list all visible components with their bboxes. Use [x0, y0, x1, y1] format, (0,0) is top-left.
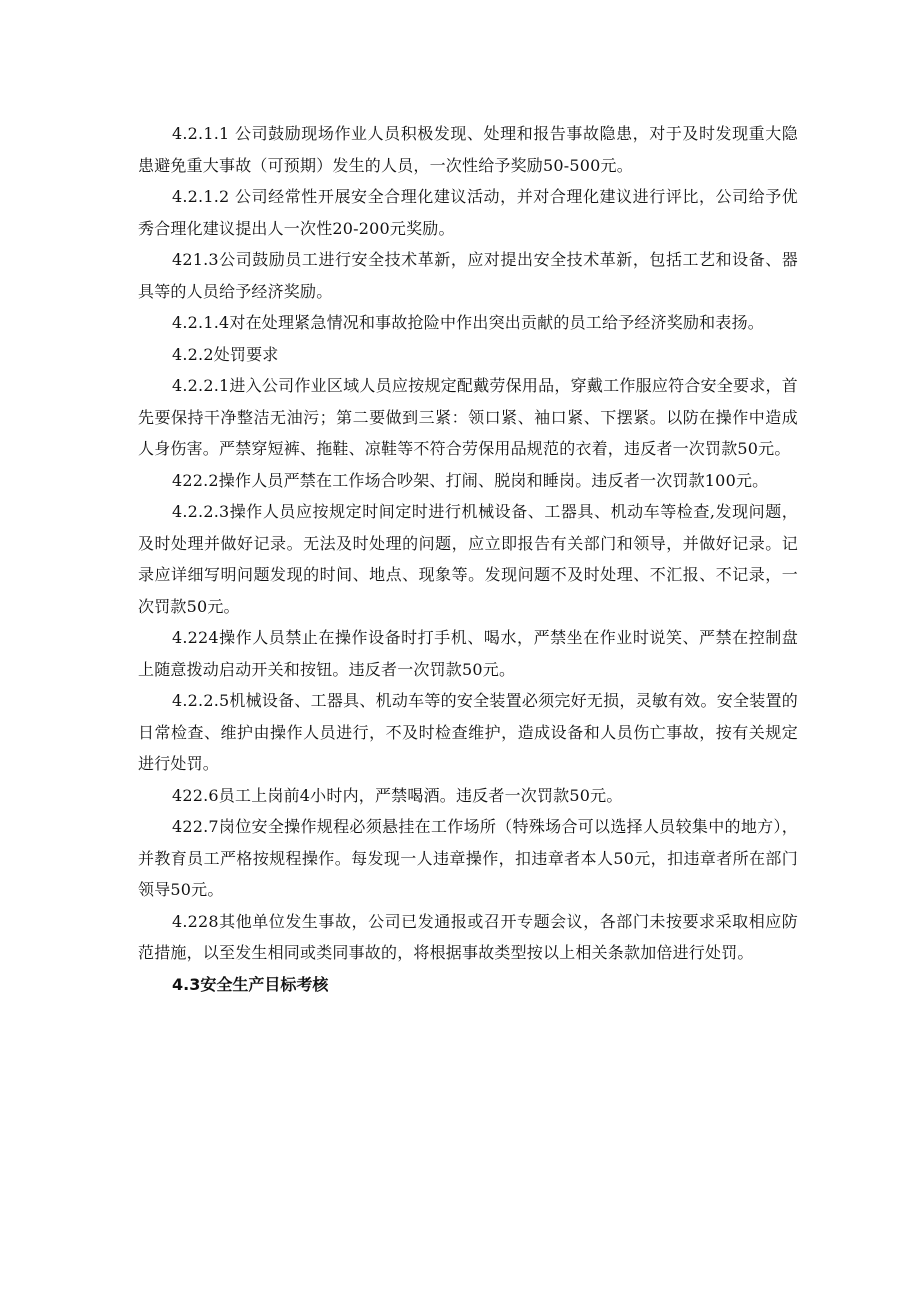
paragraph-4-2-2-4: 4.224操作人员禁止在操作设备时打手机、喝水，严禁坐在作业时说笑、严禁在控制盘上随意拨动启动开关和按钮。违反者一次罚款50元。 [138, 628, 798, 679]
document-page [138, 118, 798, 1000]
paragraph-4-2-2-5: 4.2.2.5机械设备、工器具、机动车等的安全装置必须完好无损，灵敏有效。安全装置的日常检查、维护由操作人员进行，不及时检查维护，造成设备和人员伤亡事故，按有关规定进行处罚。 [138, 691, 798, 773]
paragraph-4-2-2-8: 4.228其他单位发生事故，公司已发通报或召开专题会议，各部门未按要求采取相应防范措施，以至发生相同或类同事故的，将根据事故类型按以上相关条款加倍进行处罚。 [138, 911, 798, 962]
paragraph-4-2-1-3: 421.3公司鼓励员工进行安全技术革新，应对提出安全技术革新，包括工艺和设备、器具等的人员给予经济奖励。 [138, 250, 798, 301]
paragraph-4-2-1-1: 4.2.1.1 公司鼓励现场作业人员积极发现、处理和报告事故隐患，对于及时发现重大隐患避免重大事故（可预期）发生的人员，一次性给予奖励50-500元。 [138, 124, 798, 175]
paragraph-4-2-2-heading: 4.2.2处罚要求 [172, 344, 279, 364]
paragraph-4-2-2-3: 4.2.2.3操作人员应按规定时间定时进行机械设备、工器具、机动车等检查,发现问题，及时处理并做好记录。无法及时处理的问题，应立即报告有关部门和领导，并做好记录。记录应详细写明问题发现的时间、地点、现象等。发现问题不及时处理、不汇报、不记录，一次罚款50元。 [138, 502, 798, 616]
paragraph-4-2-1-4: 4.2.1.4对在处理紧急情况和事故抢险中作出突出贡献的员工给予经济奖励和表扬。 [172, 313, 764, 332]
paragraph-4-2-1-2: 4.2.1.2 公司经常性开展安全合理化建议活动，并对合理化建议进行评比，公司给予优秀合理化建议提出人一次性20-200元奖励。 [138, 187, 798, 238]
paragraph-4-2-2-7: 422.7岗位安全操作规程必须悬挂在工作场所（特殊场合可以选择人员较集中的地方），并教育员工严格按规程操作。每发现一人违章操作，扣违章者本人50元，扣违章者所在部门领导50元。 [138, 817, 798, 899]
paragraph-4-2-2-2: 422.2操作人员严禁在工作场合吵架、打闹、脱岗和睡岗。违反者一次罚款100元。 [172, 470, 769, 490]
section-heading-4-3: 4.3安全生产目标考核 [172, 974, 329, 994]
paragraph-4-2-2-1: 4.2.2.1进入公司作业区域人员应按规定配戴劳保用品，穿戴工作服应符合安全要求，首先要保持干净整洁无油污；第二要做到三紧：领口紧、袖口紧、下摆紧。以防在操作中造成人身伤害。严禁穿短裤、拖鞋、凉鞋等不符合劳保用品规范的衣着，违反者一次罚款50元。 [138, 376, 798, 458]
paragraph-4-2-2-6: 422.6员工上岗前4小时内，严禁喝酒。违反者一次罚款50元。 [172, 785, 623, 805]
